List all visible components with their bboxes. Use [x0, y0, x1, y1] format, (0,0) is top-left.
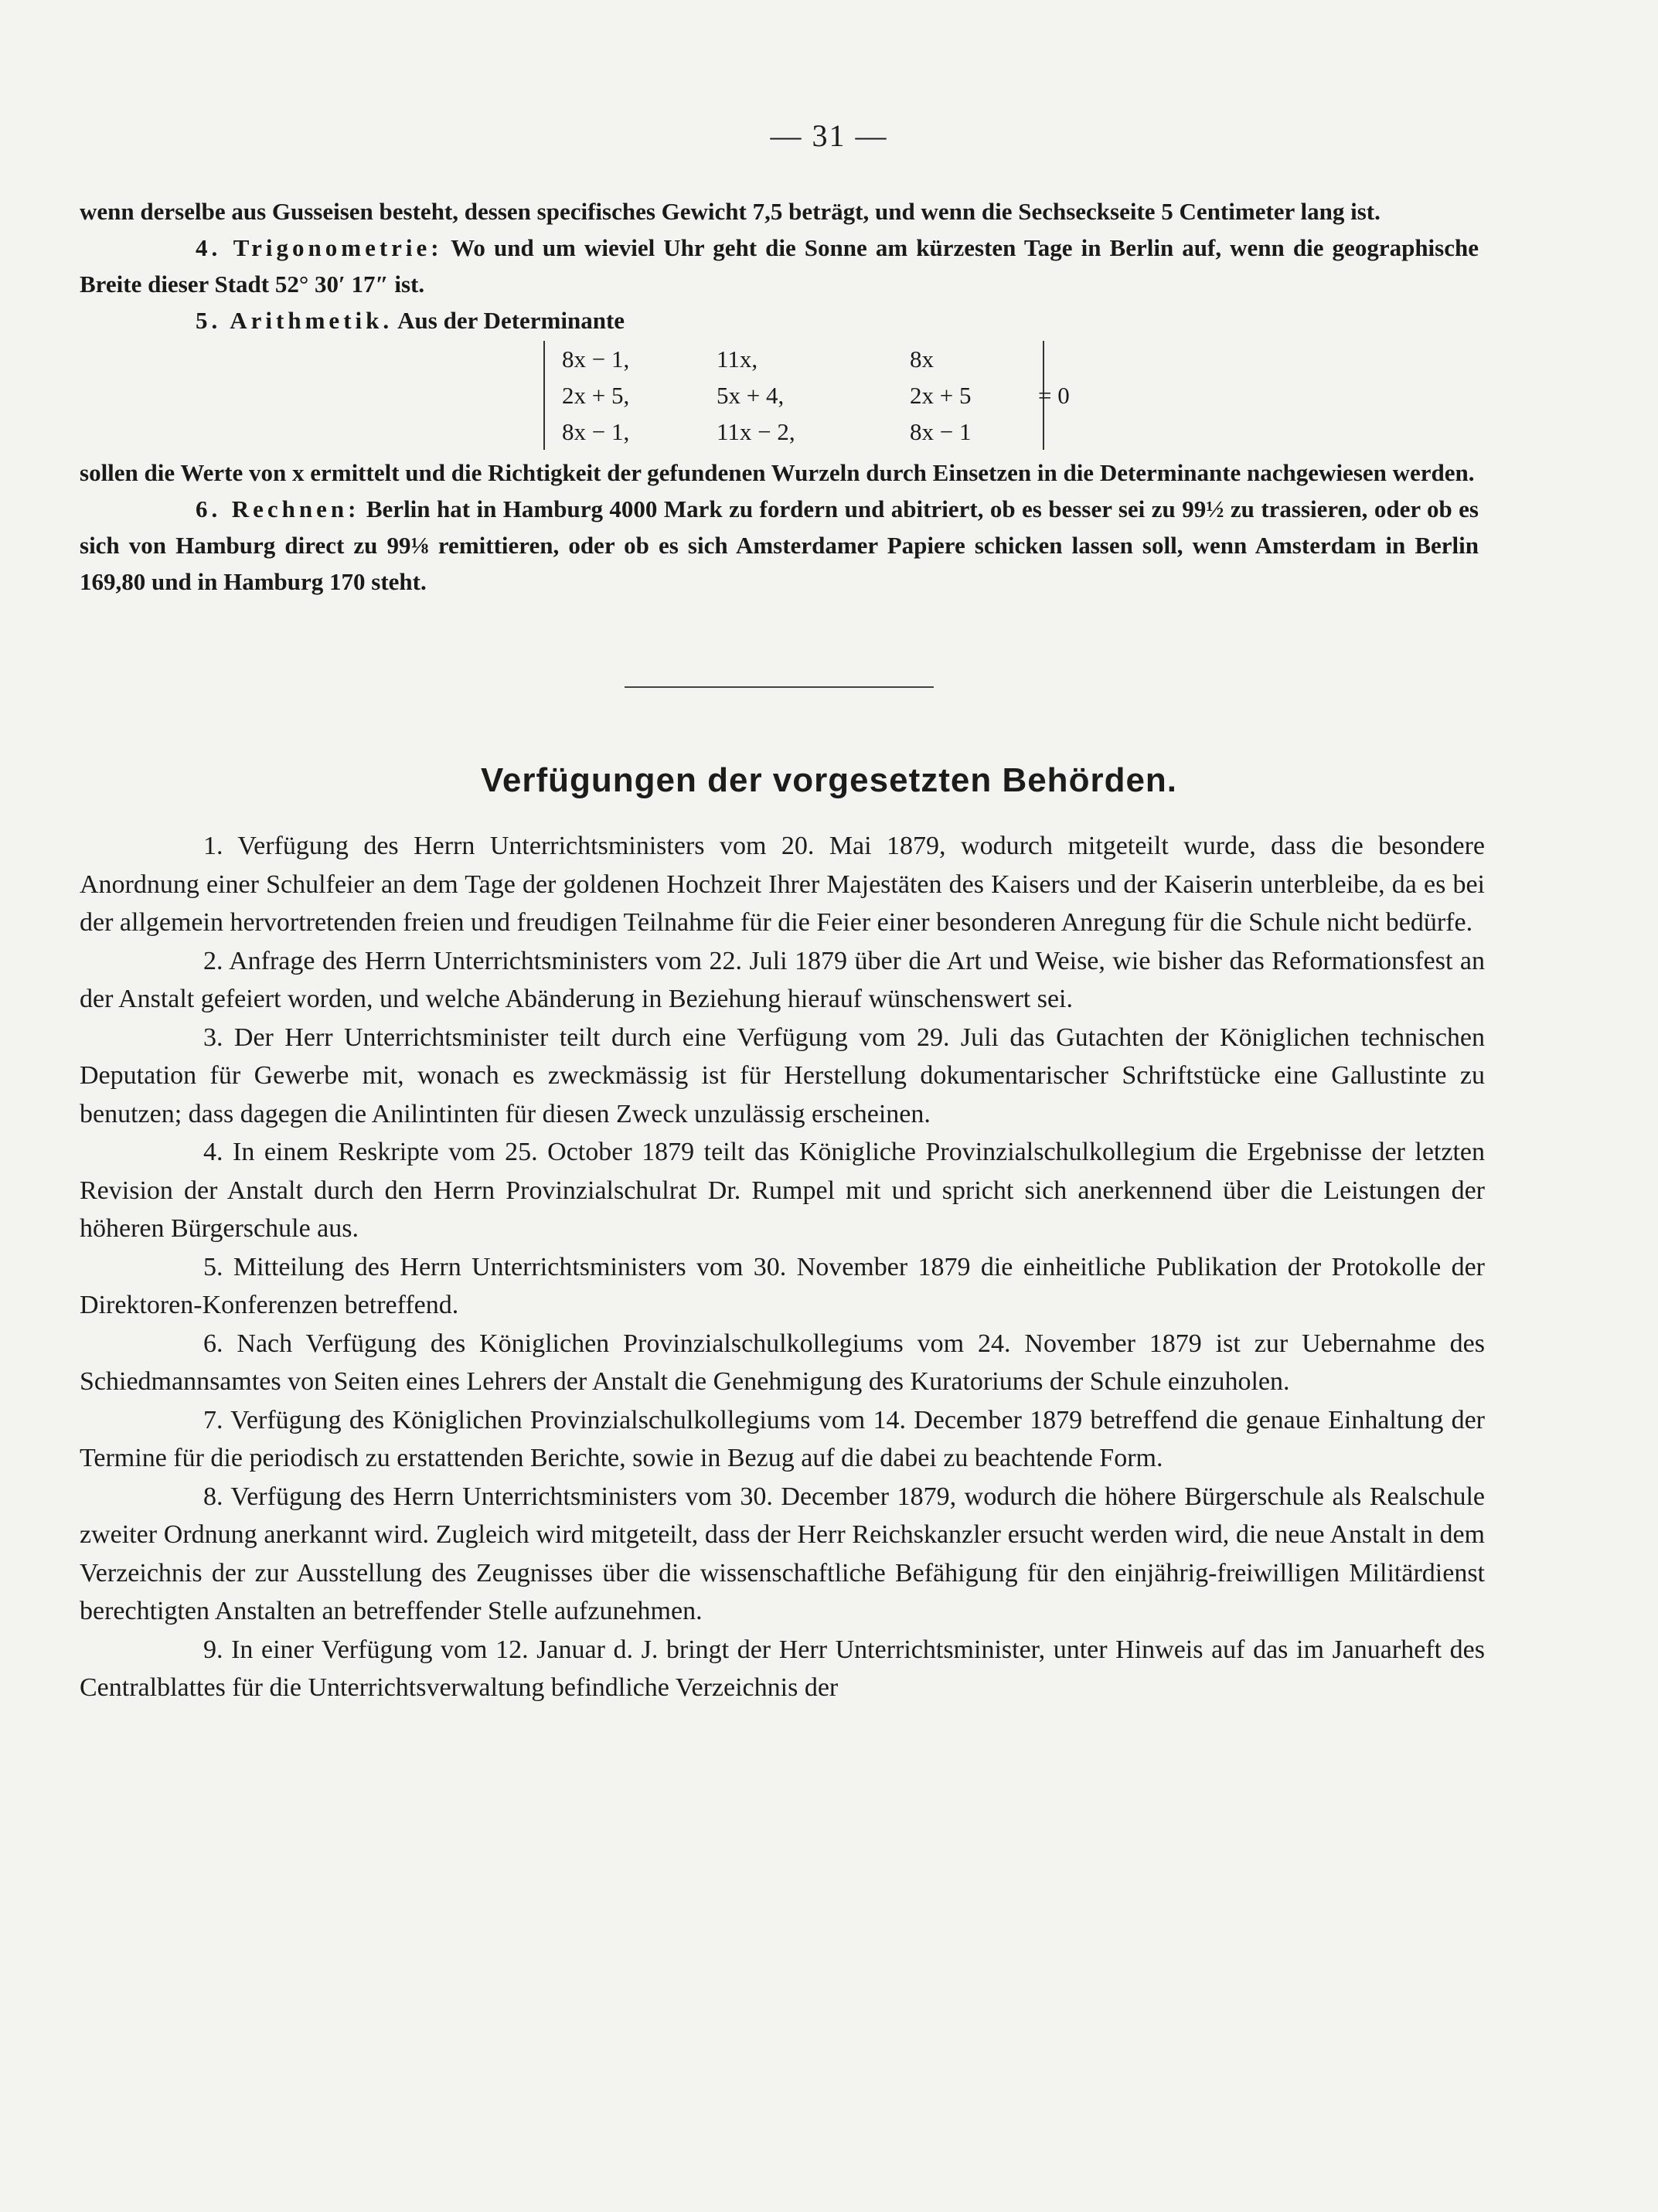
exam-paragraph-arithmetic-calc [80, 491, 1479, 600]
determinant-block [80, 339, 1479, 454]
trigonometry-label: 4. Trigonometrie: [196, 234, 443, 261]
determinant-cell: 8x − 1, [562, 418, 630, 445]
determinant-cell: 11x, [717, 345, 758, 373]
orders-list [80, 827, 1485, 1707]
determinant-row [562, 413, 1026, 450]
determinant-row [562, 377, 1026, 413]
determinant-cell: 8x − 1 [910, 418, 972, 445]
rechnen-text: Berlin hat in Hamburg 4000 Mark zu fordern und abitriert, ob es besser sei zu 99½ zu trassieren, oder ob es sich von Hamburg direct zu 99⅛ remittieren, oder ob es sich Amsterdamer Papiere schicken lassen soll, wenn Amsterdam in Berlin 169,80 und in Hamburg 170 steht. [80, 495, 1479, 595]
determinant-cell: 2x + 5 [910, 382, 972, 409]
order-paragraph: 4. In einem Reskripte vom 25. October 1879 teilt das Königliche Provinzialschulkollegium die Ergebnisse der letzten Revision der Anstalt durch den Herrn Provinzialschulrat Dr. Rumpel mit und spricht sich anerkennend über die Leistungen der höheren Bürgerschule aus. [80, 1138, 1485, 1243]
determinant-cell: 8x [910, 345, 934, 373]
order-paragraph: 2. Anfrage des Herrn Unterrichtsministers vom 22. Juli 1879 über die Art und Weise, wie bisher das Reformationsfest an der Anstalt gefeiert worden, und welche Abänderung in Beziehung hierauf wünschenswert sei. [80, 946, 1485, 1013]
determinant [543, 341, 1044, 450]
arithmetic-label: 5. Arithmetik. [196, 307, 393, 334]
determinant-cell: 8x − 1, [562, 345, 630, 373]
order-paragraph: 1. Verfügung des Herrn Unterrichtsministers vom 20. Mai 1879, wodurch mitgeteilt wurde, dass die besondere Anordnung einer Schulfeier an dem Tage der goldenen Hochzeit Ihrer Majestäten des Kaisers und der Kaiserin unterbleibe, da es bei der allgemein hervortretenden freien und freudigen Teilnahme für die Feier einer besonderen Anregung für die Schule nicht bedürfe. [80, 832, 1485, 937]
order-paragraph: 8. Verfügung des Herrn Unterrichtsministers vom 30. December 1879, wodurch die höhere Bürgerschule als Realschule zweiter Ordnung anerkannt wird. Zugleich wird mitgeteilt, dass der Herr Reichskanzler ersucht werden wird, die neue Anstalt in dem Verzeichnis der zur Ausstellung des Zeugnisses über die wissenschaftliche Befähigung für den einjährig-freiwilligen Militärdienst berechtigten Anstalten an betreffender Stelle aufzunehmen. [80, 1482, 1485, 1625]
rechnen-label: 6. Rechnen: [196, 495, 360, 522]
exam-paragraph-determinant-task: sollen die Werte von x ermittelt und die Richtigkeit der gefundenen Wurzeln durch Einsetzen in die Determinante nachgewiesen werden. [80, 459, 1475, 486]
determinant-cell: 11x − 2, [717, 418, 795, 445]
section-divider [625, 686, 934, 688]
arithmetic-text: Aus der Determinante [393, 307, 625, 334]
trigonometry-text: Wo und um wieviel Uhr geht die Sonne am kürzesten Tage in Berlin auf, wenn die geographische Breite dieser Stadt 52° 30′ 17″ ist. [80, 234, 1479, 298]
order-paragraph: 6. Nach Verfügung des Königlichen Provinzialschulkollegiums vom 24. November 1879 ist zur Uebernahme des Schiedmannsamtes von Seiten eines Lehrers der Anstalt die Genehmigung des Kuratoriums der Schule einzuholen. [80, 1329, 1485, 1396]
exam-paragraph-trigonometry [80, 230, 1479, 302]
order-paragraph: 3. Der Herr Unterrichtsminister teilt durch eine Verfügung vom 29. Juli das Gutachten der Königlichen technischen Deputation für Gewerbe mit, wonach es zweckmässig ist für Herstellung dokumentarischer Schriftstücke eine Gallustinte zu benutzen; dass dagegen die Anilintinten für diesen Zweck unzulässig erscheinen. [80, 1023, 1485, 1128]
order-paragraph: 5. Mitteilung des Herrn Unterrichtsministers vom 30. November 1879 die einheitliche Publikation der Protokolle der Direktoren-Konferenzen betreffend. [80, 1252, 1485, 1319]
order-paragraph: 7. Verfügung des Königlichen Provinzialschulkollegiums vom 14. December 1879 betreffend die genaue Einhaltung der Termine für die periodisch zu erstattenden Berichte, sowie in Bezug auf die dabei zu beachtende Form. [80, 1405, 1485, 1472]
section-heading: Verfügungen der vorgesetzten Behörden. [480, 761, 1178, 799]
determinant-row [562, 341, 1026, 377]
exam-paragraph-arithmetic [80, 302, 1479, 339]
order-paragraph: 9. In einer Verfügung vom 12. Januar d. J. bringt der Herr Unterrichtsminister, unter Hinweis auf das im Januarheft des Centralblattes für die Unterrichtsverwaltung befindliche Verzeichnis der [80, 1635, 1485, 1702]
exam-paragraph-1: wenn derselbe aus Gusseisen besteht, dessen specifisches Gewicht 7,5 beträgt, und wenn die Sechseckseite 5 Centimeter lang ist. [80, 198, 1381, 225]
determinant-cell: 2x + 5, [562, 382, 630, 409]
determinant-equals: = 0 [1038, 382, 1070, 409]
determinant-cell: 5x + 4, [717, 382, 785, 409]
page-number: — 31 — [770, 118, 888, 153]
exam-questions [80, 193, 1479, 600]
